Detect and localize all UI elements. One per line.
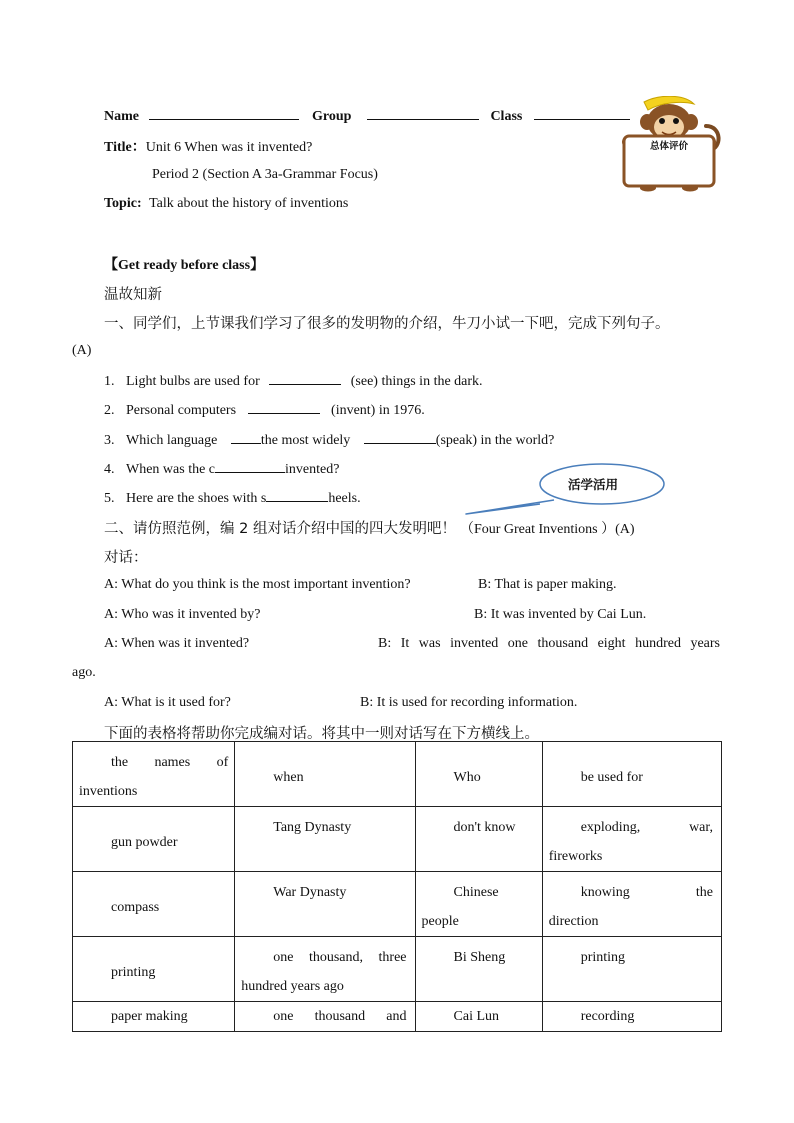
item-text: heels. (328, 491, 361, 506)
table-intro: 下面的表格将帮助你完成编对话。将其中一则对话写在下方横线上。 (104, 726, 539, 742)
header-text: be used for (580, 770, 643, 785)
dialogue-a-2: A: Who was it invented by? (104, 607, 261, 622)
topic-row (104, 196, 348, 212)
header-name-row (104, 107, 630, 125)
topic-text: Talk about the history of inventions (149, 196, 349, 211)
answer-blank-2[interactable] (248, 401, 320, 414)
callout-text: 活学活用 (567, 477, 619, 492)
table-row: paper making one thousand and Cai Lun recording (73, 1002, 722, 1032)
invention-use: printing (580, 950, 626, 965)
header-cell-who (415, 742, 542, 807)
table-header-row (73, 742, 722, 807)
task2-english: （Four Great Inventions ）(A) (459, 522, 635, 537)
invention-who: don't know (453, 820, 516, 835)
dialogue-b-3: B: It was invented one thousand eight hundred years (378, 636, 720, 651)
answer-blank-1[interactable] (269, 372, 341, 385)
item-text: (speak) in the world? (435, 433, 555, 448)
title-row (104, 136, 312, 156)
invention-name: paper making (111, 1009, 188, 1024)
item-number: 3. (104, 433, 115, 448)
invention-when: Tang Dynasty (273, 820, 352, 835)
table-row: printing one thousand, three hundred years ago Bi Sheng printing (73, 937, 722, 1002)
dialogue-a-3: A: When was it invented? (104, 636, 250, 651)
callout-bubble (462, 462, 672, 518)
answer-blank-5[interactable] (266, 489, 328, 502)
title-line2: Period 2 (Section A 3a-Grammar Focus) (152, 167, 378, 182)
table-row: gun powder Tang Dynasty don't know exploding, war, fireworks (73, 807, 722, 872)
dialogue-b-2: B: It was invented by Cai Lun. (474, 607, 647, 622)
invention-name: printing (111, 965, 156, 980)
invention-use: recording (580, 1009, 635, 1024)
header-cell-use (542, 742, 721, 807)
review-title: 温故知新 (104, 287, 162, 303)
dialogue-label: 对话： (104, 550, 148, 566)
name-label: Name (104, 109, 139, 124)
group-label: Group (312, 109, 352, 124)
task2-instruction: 二、请仿照范例，编 2 组对话介绍中国的四大发明吧！ (104, 521, 456, 537)
dialogue-a-1: A: What do you think is the most important invention? (104, 577, 411, 592)
item-text: invented? (285, 462, 340, 477)
task1-instruction: 一、同学们，上节课我们学习了很多的发明物的介绍，牛刀小试一下吧，完成下列句子。 (104, 316, 670, 332)
title-line1: Unit 6 When was it invented? (145, 140, 313, 155)
exercise-item-2 (104, 401, 425, 419)
item-text: (see) things in the dark. (350, 374, 483, 389)
inventions-table (72, 741, 722, 1032)
exercise-item-3 (104, 431, 554, 449)
header-cell-when (235, 742, 415, 807)
name-blank[interactable] (149, 107, 299, 120)
item-number: 4. (104, 462, 115, 477)
exercise-item-4 (104, 460, 339, 478)
dialogue-a-4: A: What is it used for? (104, 695, 231, 710)
invention-when: War Dynasty (273, 885, 347, 900)
item-text: Light bulbs are used for (126, 374, 260, 389)
item-text: When was the c (126, 462, 216, 477)
monkey-evaluation-badge-icon (614, 96, 724, 192)
topic-label: Topic: (104, 196, 142, 211)
invention-name: gun powder (111, 835, 178, 850)
answer-blank-3b[interactable] (364, 431, 436, 444)
item-number: 1. (104, 374, 115, 389)
exercise-item-1 (104, 372, 483, 390)
class-label: Class (490, 109, 523, 124)
answer-blank-3a[interactable] (231, 431, 261, 444)
item-number: 5. (104, 491, 115, 506)
dialogue-b-1: B: That is paper making. (478, 577, 617, 592)
title-label: Title： (104, 140, 146, 155)
group-blank[interactable] (367, 107, 479, 120)
item-text: Here are the shoes with s (126, 491, 267, 506)
item-text: Which language (126, 433, 218, 448)
exercise-item-5 (104, 489, 361, 507)
task1-level: (A) (72, 343, 92, 358)
answer-blank-4[interactable] (215, 460, 285, 473)
header-cell-names: the names of inventions (73, 742, 235, 807)
invention-name: compass (111, 900, 160, 915)
item-text: (invent) in 1976. (331, 403, 425, 418)
task2-row (104, 517, 635, 538)
invention-who: Cai Lun (453, 1009, 500, 1024)
section-heading: 【Get ready before class】 (104, 258, 265, 273)
item-text: Personal computers (126, 403, 237, 418)
item-text: the most widely (260, 433, 351, 448)
header-text: Who (453, 770, 481, 785)
header-text: when (273, 770, 304, 785)
table-row: compass War Dynasty Chinese people knowing the direction (73, 872, 722, 937)
badge-text: 总体评价 (649, 141, 689, 152)
dialogue-b-3-wrap: ago. (72, 665, 96, 680)
item-number: 2. (104, 403, 115, 418)
dialogue-b-4: B: It is used for recording information. (360, 695, 578, 710)
invention-who: Bi Sheng (453, 950, 506, 965)
